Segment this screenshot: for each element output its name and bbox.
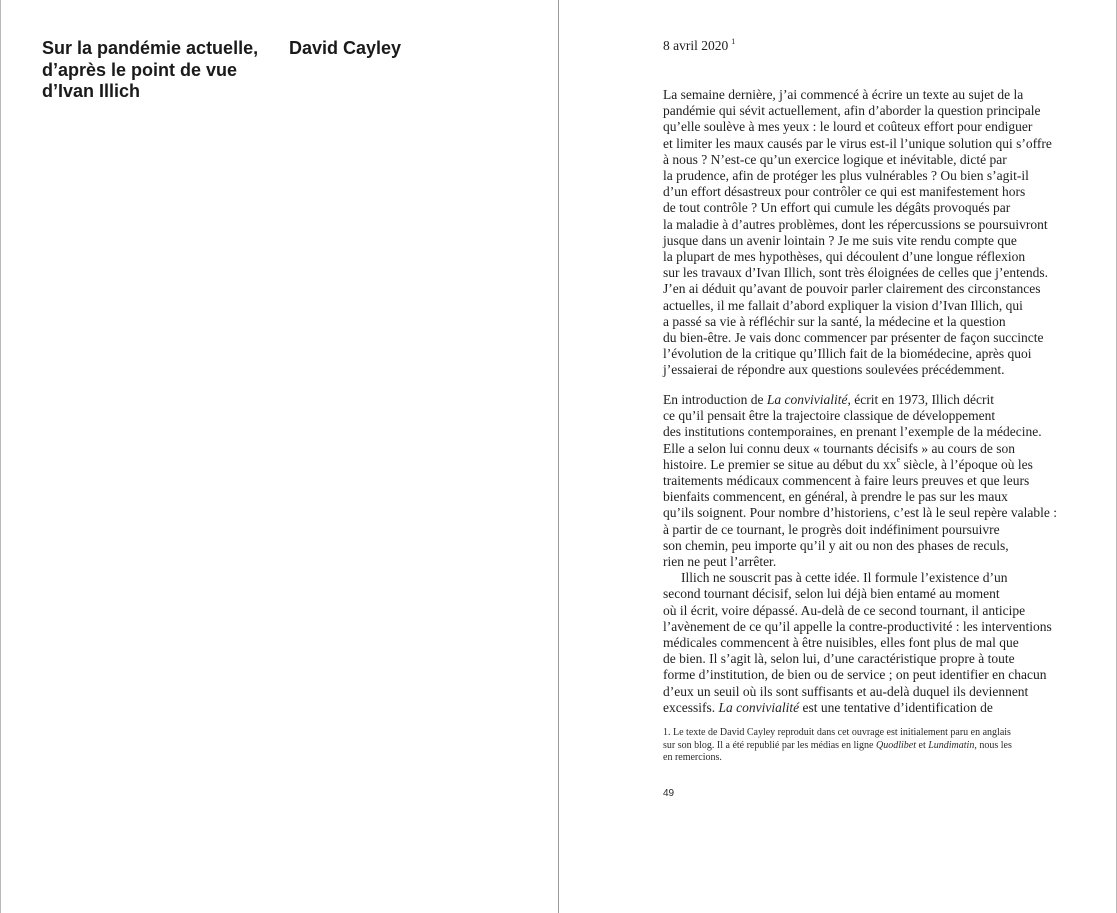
left-page xyxy=(0,0,558,913)
essay-author: David Cayley xyxy=(289,38,402,58)
text-line: J’en ai déduit qu’avant de pouvoir parler clairement des circonstances xyxy=(663,281,1041,297)
paragraph-1 xyxy=(663,87,1083,379)
text-run: , nous les xyxy=(974,739,1012,751)
text-line: d’un effort désastreux pour contrôler ce qui est manifestement hors xyxy=(663,184,1026,200)
text-run: est une tentative d’identification de xyxy=(799,699,993,715)
book-title-italic: La convivialité xyxy=(718,699,800,715)
page-number: 49 xyxy=(663,788,675,799)
text-line: sur les travaux d’Ivan Illich, sont très éloignées de celles que j’entends. xyxy=(663,265,1049,281)
text-line: Elle a selon lui connu deux « tournants décisifs » au cours de son xyxy=(663,440,1016,456)
text-run: sur son blog. Il a été republié par les médias en ligne xyxy=(663,739,876,751)
text-line: la maladie à d’autres problèmes, dont les répercussions se poursuivront xyxy=(663,216,1048,232)
text-line: actuelles, il me fallait d’abord expliquer la vision d’Ivan Illich, qui xyxy=(663,297,1023,313)
text-line: de bien. Il s’agit là, selon lui, d’une caractéristique propre à toute xyxy=(663,651,1015,667)
text-line: à partir de ce tournant, le progrès doit indéfiniment poursuivre xyxy=(663,521,1000,537)
footnote-ref-1: 1 xyxy=(731,36,736,46)
text-line xyxy=(663,392,1083,408)
text-line: bienfaits commencent, en général, à prendre le pas sur les maux xyxy=(663,489,1008,505)
text-line xyxy=(663,457,1083,473)
text-line: la prudence, afin de protéger les plus vulnérables ? Ou bien s’agit-il xyxy=(663,168,1029,184)
text-line: pandémie qui sévit actuellement, afin d’aborder la question principale xyxy=(663,103,1041,119)
text-run: et xyxy=(916,739,929,751)
text-line: j’essaierai de répondre aux questions soulevées précédemment. xyxy=(663,362,1005,378)
text-line: qu’elle soulève à mes yeux : le lourd et coûteux effort pour endiguer xyxy=(663,119,1033,135)
text-run: histoire. Le premier se situe au début du xx xyxy=(663,456,897,472)
essay-title: Sur la pandémie actuelle, d’après le point de vue d’Ivan Illich xyxy=(42,38,259,101)
text-line: a passé sa vie à réfléchir sur la santé, la médecine et la question xyxy=(663,313,1006,329)
century-superscript: e xyxy=(896,455,901,465)
text-line: d’eux un seuil où ils sont suffisants et au-delà duquel ils deviennent xyxy=(663,683,1029,699)
text-run: siècle, à l’époque où les xyxy=(900,456,1033,472)
text-run: excessifs. xyxy=(663,699,719,715)
text-line: l’évolution de la critique qu’Illich fait de la biomédecine, après quoi xyxy=(663,346,1032,362)
text-line: l’avènement de ce qu’il appelle la contre-productivité : les interventions xyxy=(663,618,1052,634)
text-line: à nous ? N’est-ce qu’un exercice logique et inévitable, dicté par xyxy=(663,151,1007,167)
book-title-italic: La convivialité xyxy=(766,392,848,407)
text-line: la plupart de mes hypothèses, qui découlent d’une longue réflexion xyxy=(663,249,1026,265)
text-line: son chemin, peu importe qu’il y ait ou non des phases de reculs, xyxy=(663,537,1009,553)
date-text: 8 avril 2020 xyxy=(663,38,729,53)
text-line: des institutions contemporaines, en prenant l’exemple de la médecine. xyxy=(663,424,1042,440)
text-run: , écrit en 1973, Illich décrit xyxy=(847,392,995,407)
text-line: où il écrit, voire dépassé. Au-delà de ce second tournant, il anticipe xyxy=(663,602,1026,618)
text-line: qu’ils soignent. Pour nombre d’historiens, c’est là le seul repère valable : xyxy=(663,505,1058,521)
text-line: rien ne peut l’arrêter. xyxy=(663,554,777,570)
text-line: traitements médicaux commencent à faire leurs preuves et que leurs xyxy=(663,473,1030,489)
footnote-line: 1. Le texte de David Cayley reproduit dans cet ouvrage est initialement paru en anglais xyxy=(663,727,1011,738)
text-line: médicales commencent à être nuisibles, elles font plus de mal que xyxy=(663,635,1019,651)
text-line: jusque dans un avenir lointain ? Je me suis vite rendu compte que xyxy=(663,232,1017,248)
text-line: de tout contrôle ? Un effort qui cumule les dégâts provoqués par xyxy=(663,200,1011,216)
text-line: La semaine dernière, j’ai commencé à écrire un texte au sujet de la xyxy=(663,87,1024,102)
text-line xyxy=(663,700,1083,716)
essay-date xyxy=(663,38,735,54)
text-line: et limiter les maux causés par le virus est-il l’unique solution qui s’offre xyxy=(663,135,1052,151)
text-line: second tournant décisif, selon lui déjà bien entamé au moment xyxy=(663,586,1000,602)
text-line: forme d’institution, de bien ou de service ; on peut identifier en chacun xyxy=(663,667,1047,683)
text-run: En introduction de xyxy=(663,392,767,407)
text-line: du bien-être. Je vais donc commencer par présenter de façon succincte xyxy=(663,330,1044,346)
text-line: ce qu’il pensait être la trajectoire classique de développement xyxy=(663,408,996,424)
footnote xyxy=(663,727,1083,765)
text-line: Illich ne souscrit pas à cette idée. Il formule l’existence d’un xyxy=(681,570,1008,586)
media-name-italic: Lundimatin xyxy=(928,739,975,751)
media-name-italic: Quodlibet xyxy=(876,739,916,751)
paragraph-2 xyxy=(663,392,1083,716)
footnote-line xyxy=(663,740,1083,753)
footnote-line: en remercions. xyxy=(663,752,722,764)
